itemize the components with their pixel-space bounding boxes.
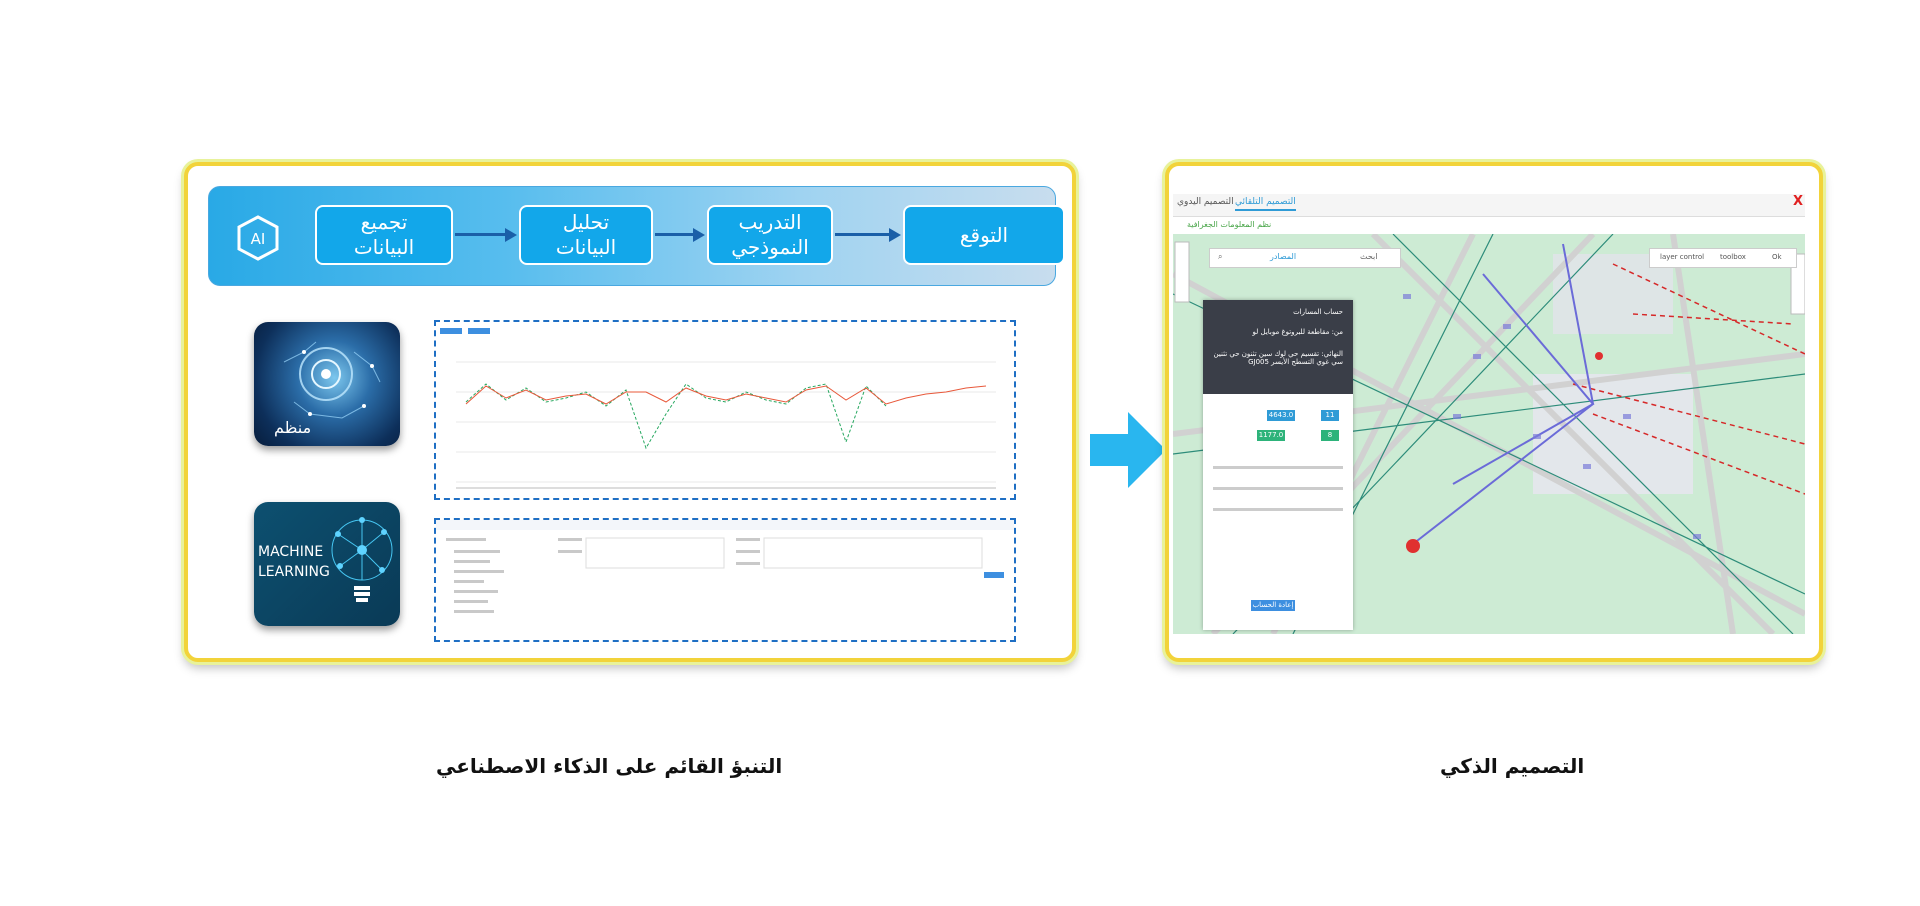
stage-data-analysis: تحليل البيانات [519,205,653,265]
forecast-chart-screenshot [434,320,1016,500]
value-box: 8 [1321,430,1339,441]
stage-prediction: التوقع [903,205,1065,265]
source-select[interactable]: المصادر [1270,252,1297,261]
toolbox-button[interactable]: toolbox [1720,253,1746,261]
config-form-mock [436,520,1014,640]
tab-automatic-design[interactable]: التصميم التلقائي [1235,197,1296,211]
flow-arrow-2 [655,233,695,236]
route-result-list [1213,460,1343,510]
flow-arrow-1-head [505,228,517,242]
map-search-box[interactable] [1209,248,1401,268]
forecast-line-chart [436,322,1014,498]
stage-model-training: التدريب النموذجي [707,205,833,265]
series-predicted [466,386,986,404]
machine-learning-label: MACHINE LEARNING [258,544,330,580]
stage-data-collection: تجميع البيانات [315,205,453,265]
chart-toolbar-button [440,328,462,334]
flow-arrow-3-head [889,228,901,242]
model-config-screenshot [434,518,1016,642]
recalculate-button[interactable]: إعادة الحساب [1252,601,1294,609]
value-box: 11 [1321,410,1339,421]
flow-arrow-1 [455,233,507,236]
app-tab-bar [1173,194,1805,217]
flow-arrow-3 [835,233,891,236]
ai-prediction-panel [184,162,1076,662]
route-end-marker [1406,539,1420,553]
ok-button[interactable]: Ok [1772,253,1782,261]
smart-design-panel [1165,162,1823,662]
route-calc-panel [1203,300,1353,630]
machine-learning-thumbnail [254,502,400,626]
flow-arrow-2-head [693,228,705,242]
big-right-arrow-icon [1090,410,1166,490]
chart-toolbar-button [468,328,490,334]
route-calc-title: حساب المسارات [1293,308,1343,316]
layer-control-button[interactable]: layer control [1660,253,1705,261]
search-icon: ⌕ [1218,252,1223,261]
ai-hexagon-icon [235,215,281,261]
route-from: من: مقاطعة للبروتوغ موبايل لو [1252,328,1343,336]
gis-link[interactable]: نظم المعلومات الجغرافية [1187,220,1272,229]
chart-gridlines [456,362,996,482]
series-observed [466,384,886,448]
close-icon[interactable]: X [1792,194,1803,209]
pipeline-banner [208,186,1056,286]
value-box: 4643.0 [1268,411,1294,419]
caption-ai-prediction: التنبؤ القائم على الذكاء الاصطناعي [436,754,783,778]
search-placeholder: ابحث [1360,252,1378,261]
route-start-marker [1595,352,1603,360]
caption-smart-design: التصميم الذكي [1440,754,1585,778]
map-toolbar [1649,248,1797,268]
route-to: النهائي: تقسيم حي لوك سين تثنون حي تثنين سي غوي التسطح الأيسر GJ005 [1213,350,1343,366]
route-calc-header [1203,300,1353,394]
tab-manual-design[interactable]: التصميم اليدوي [1177,197,1234,207]
network-map[interactable] [1173,234,1805,634]
gis-design-app [1173,194,1805,634]
value-box: 1177.0 [1258,431,1284,439]
ai-brain-thumbnail [254,322,400,446]
organizer-label: منظم [274,418,312,437]
config-submit-button [984,572,1004,578]
ai-icon-text: AI [250,230,266,248]
zoom-controls [1175,242,1189,302]
lightbulb-network-icon [254,502,400,626]
